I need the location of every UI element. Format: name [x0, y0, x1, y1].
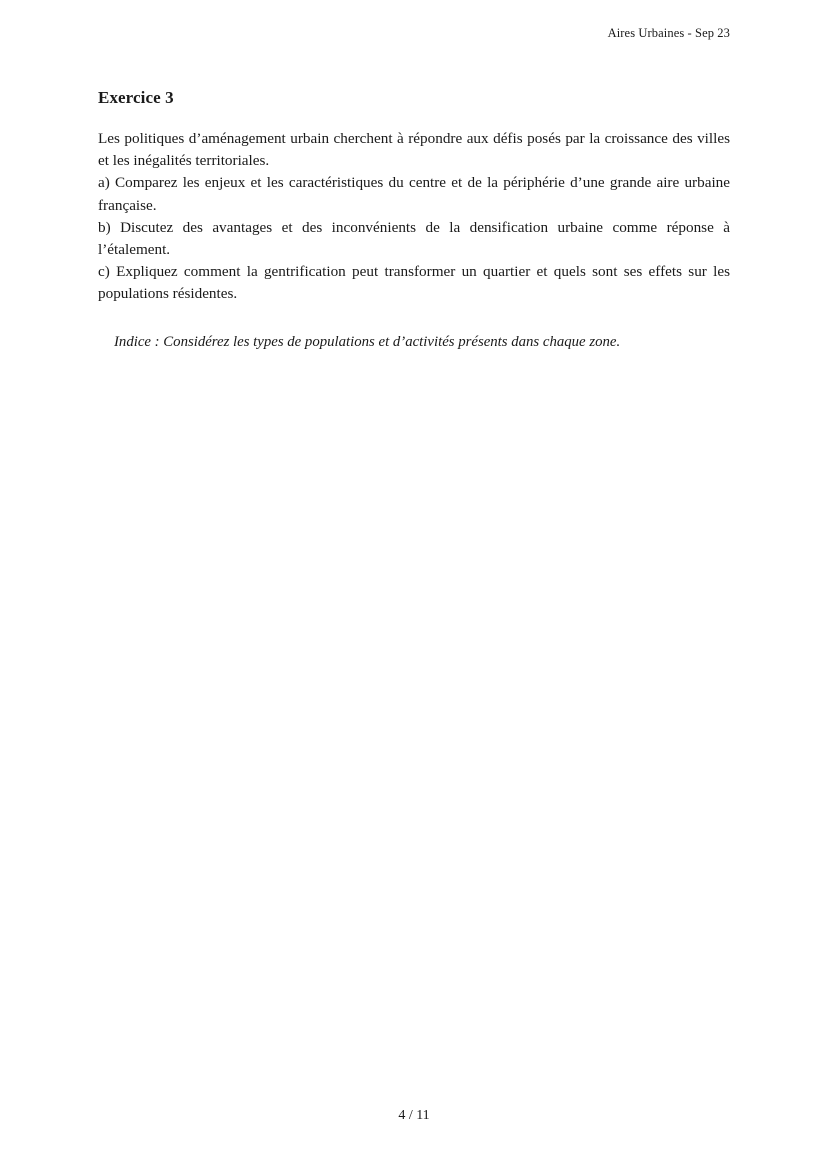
exercise-content [98, 88, 730, 353]
exercise-item-c: c) Expliquez comment la gentrification peut transformer un quartier et quels sont ses effets sur les populations résidentes. [98, 263, 730, 303]
exercise-body [98, 128, 730, 306]
exercise-title: Exercice 3 [98, 88, 174, 107]
page-number: 4 / 11 [398, 1108, 430, 1123]
exercise-intro-paragraph: Les politiques d’aménagement urbain cherchent à répondre aux défis posés par la croissance des villes et les inégalités territoriales. [98, 130, 730, 170]
exercise-item-b: b) Discutez des avantages et des inconvénients de la densification urbaine comme réponse à l’étalement. [98, 218, 730, 258]
exercise-hint: Indice : Considérez les types de populations et d’activités présents dans chaque zone. [114, 333, 621, 350]
exercise-item-a: a) Comparez les enjeux et les caractéristiques du centre et de la périphérie d’une grande aire urbaine française. [98, 174, 730, 214]
running-head: Aires Urbaines - Sep 23 [607, 26, 730, 40]
